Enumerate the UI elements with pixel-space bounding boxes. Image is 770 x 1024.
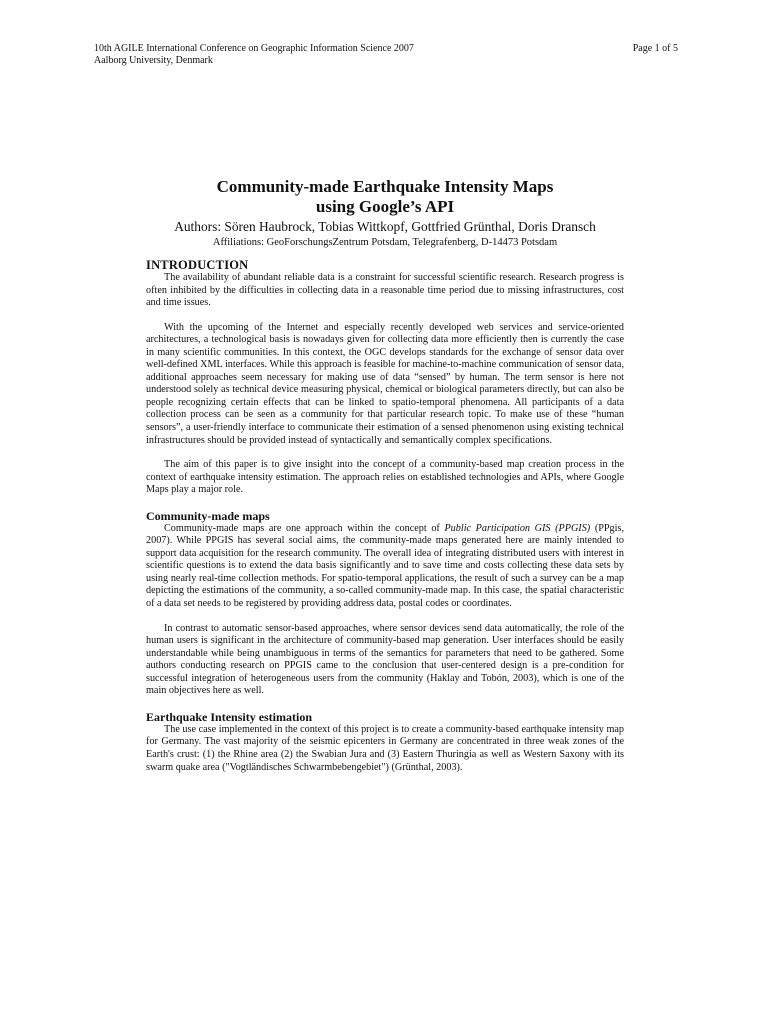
paragraph-text: Community-made maps are one approach within the concept of	[164, 522, 445, 534]
emphasis-term: Public Participation GIS (PPGIS)	[444, 522, 591, 534]
page-header-left	[94, 43, 414, 67]
paragraph: The availability of abundant reliable data is a constraint for successful scientific research. Research progress is often inhibited by the difficulties in collecting data in a reasonable time period due to missing infrastructures, cost and time issues.	[146, 272, 624, 309]
conference-name: 10th AGILE International Conference on Geographic Information Science 2007	[94, 43, 414, 54]
page-number: Page 1 of 5	[632, 43, 678, 54]
title-block	[94, 177, 676, 249]
section-heading-community-maps: Community-made maps	[146, 508, 270, 523]
paragraph	[146, 523, 624, 611]
section-heading-introduction: INTRODUCTION	[146, 258, 249, 272]
paragraph: The aim of this paper is to give insight into the concept of a community-based map creation process in the context of earthquake intensity estimation. The approach relies on established technologies and APIs, where Google Maps play a major role.	[146, 459, 624, 496]
authors: Authors: Sören Haubrock, Tobias Wittkopf, Gottfried Grünthal, Doris Dransch	[174, 219, 596, 234]
conference-venue: Aalborg University, Denmark	[94, 55, 213, 66]
paper-title-line1: Community-made Earthquake Intensity Maps	[216, 177, 554, 196]
paper-title-line2: using Google’s API	[315, 197, 455, 216]
paragraph: The use case implemented in the context of this project is to create a community-based earthquake intensity map for Germany. The vast majority of the seismic epicenters in Germany are concentrated in three weak zones of the Earth's crust: (1) the Rhine area (2) the Swabian Jura and (3) Eastern Thuringia as well as Western Saxony with its swarm quake area ("Vogtländisches Schwarmbebengebiet") (Grünthal, 2003).	[146, 723, 624, 773]
paragraph: With the upcoming of the Internet and especially recently developed web services and service-oriented architectures, a technological basis is nowadays given for collecting data more efficiently then is currently the case in many scientific communities. In this context, the OGC develops standards for the exchange of sensor data over well-defined XML interfaces. While this approach is feasible for machine-to-machine communication of sensor data, additional approaches seem necessary for making use of data “sensed” by human. The term sensor is here not understood solely as technical device measuring physical, chemical or biological parameters directly, but can also be people recognizing certain effects that can be linked to spatio-temporal phenomena. All participants of a data collection process can be seen as a community for that particular research topic. To make use of these “human sensors”, a user-friendly interface to communicate their estimation of a sensed phenomenon using existing technical infrastructures should be provided instead of syntactically and semantically complex specifications.	[146, 321, 624, 446]
affiliations: Affiliations: GeoForschungsZentrum Potsdam, Telegrafenberg, D-14473 Potsdam	[212, 237, 558, 248]
paper-body	[146, 258, 624, 774]
paragraph-text: (PPgis, 2007). While PPGIS has several social aims, the community-made maps generated here are mainly intended to support data acquisition for the research community. The overall idea of integrating distributed users with interest in scientific questions is to extend the data basis significantly and to save time and costs collecting these data sets by using nearly real-time collection methods. For spatio-temporal applications, the result of such a survey can be a map depicting the estimations of the community, a so-called community-made map. In this case, the spatial characteristic of a data set needs to be registered by providing address data, postal codes or coordinates.	[146, 522, 624, 610]
section-heading-earthquake: Earthquake Intensity estimation	[146, 709, 313, 724]
paragraph: In contrast to automatic sensor-based approaches, where sensor devices send data automatically, the role of the human users is significant in the architecture of community-based map generation. User interfaces should be easily understandable while being unambiguous in terms of the semantics for parameters that need to be gathered. Some authors conducting research on PPGIS came to the conclusion that user-centered design is a pre-condition for successful integration of heterogeneous users from the community (Haklay and Tobón, 2003), which is one of the main objectives here as well.	[146, 622, 624, 697]
